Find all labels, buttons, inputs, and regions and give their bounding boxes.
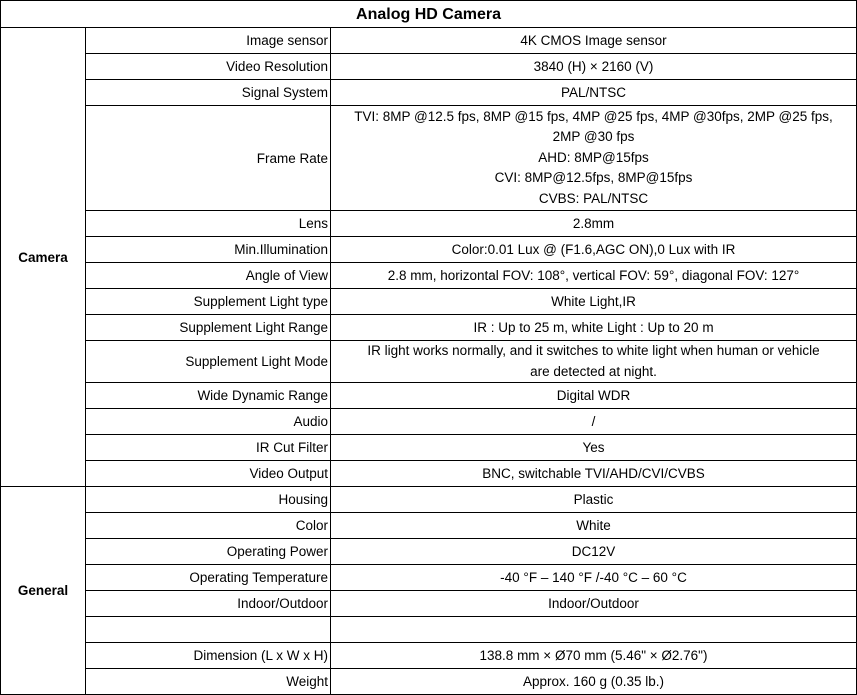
table-row bbox=[1, 289, 857, 315]
table-row bbox=[1, 565, 857, 591]
spec-value: DC12V bbox=[331, 539, 857, 565]
spec-label: Operating Power bbox=[86, 539, 331, 565]
table-row bbox=[1, 80, 857, 106]
spec-label: Angle of View bbox=[86, 263, 331, 289]
table-title: Analog HD Camera bbox=[1, 1, 857, 28]
spec-label: Supplement Light Mode bbox=[86, 341, 331, 383]
table-row bbox=[1, 263, 857, 289]
spec-label: Housing bbox=[86, 487, 331, 513]
table-row bbox=[1, 409, 857, 435]
spec-value: Approx. 160 g (0.35 lb.) bbox=[331, 669, 857, 695]
spec-label: Color bbox=[86, 513, 331, 539]
spec-label: Min.Illumination bbox=[86, 237, 331, 263]
table-row bbox=[1, 643, 857, 669]
spec-label: Image sensor bbox=[86, 28, 331, 54]
spec-label: Weight bbox=[86, 669, 331, 695]
spec-label: Supplement Light Range bbox=[86, 315, 331, 341]
spec-value: IR : Up to 25 m, white Light : Up to 20 m bbox=[331, 315, 857, 341]
spec-label: Dimension (L x W x H) bbox=[86, 643, 331, 669]
table-row-empty bbox=[1, 617, 857, 643]
group-general: General bbox=[1, 487, 86, 695]
spec-value: White Light,IR bbox=[331, 289, 857, 315]
frame-rate-line: CVBS: PAL/NTSC bbox=[538, 190, 649, 206]
spec-value: Digital WDR bbox=[331, 383, 857, 409]
table-row bbox=[1, 28, 857, 54]
table-row bbox=[1, 461, 857, 487]
spec-value: 2.8mm bbox=[331, 211, 857, 237]
table-row bbox=[1, 54, 857, 80]
spec-label: Operating Temperature bbox=[86, 565, 331, 591]
spec-label: Supplement Light type bbox=[86, 289, 331, 315]
spec-value: PAL/NTSC bbox=[331, 80, 857, 106]
frame-rate-line: AHD: 8MP@15fps bbox=[538, 149, 649, 165]
light-mode-line: are detected at night. bbox=[530, 363, 657, 379]
spec-value: 2.8 mm, horizontal FOV: 108°, vertical FOV: 59°, diagonal FOV: 127° bbox=[331, 263, 857, 289]
table-row bbox=[1, 513, 857, 539]
spec-label: Lens bbox=[86, 211, 331, 237]
table-row bbox=[1, 106, 857, 211]
spec-value: -40 °F – 140 °F /-40 °C – 60 °C bbox=[331, 565, 857, 591]
spec-value: Plastic bbox=[331, 487, 857, 513]
table-row bbox=[1, 435, 857, 461]
frame-rate-line: CVI: 8MP@12.5fps, 8MP@15fps bbox=[494, 170, 693, 186]
spec-value: 138.8 mm × Ø70 mm (5.46" × Ø2.76") bbox=[331, 643, 857, 669]
table-row bbox=[1, 539, 857, 565]
table-row bbox=[1, 237, 857, 263]
spec-label: Audio bbox=[86, 409, 331, 435]
spec-value-multiline bbox=[331, 341, 857, 383]
spec-value: Yes bbox=[331, 435, 857, 461]
title-row bbox=[1, 1, 857, 28]
spec-value: 4K CMOS Image sensor bbox=[331, 28, 857, 54]
spec-label-empty bbox=[86, 617, 331, 643]
spec-value: Indoor/Outdoor bbox=[331, 591, 857, 617]
spec-label: Video Resolution bbox=[86, 54, 331, 80]
spec-value: BNC, switchable TVI/AHD/CVI/CVBS bbox=[331, 461, 857, 487]
spec-value: 3840 (H) × 2160 (V) bbox=[331, 54, 857, 80]
light-mode-line: IR light works normally, and it switches to white light when human or vehicle bbox=[367, 343, 820, 358]
frame-rate-line: 2MP @30 fps bbox=[552, 129, 635, 145]
table-row bbox=[1, 591, 857, 617]
table-row bbox=[1, 341, 857, 383]
spec-value: White bbox=[331, 513, 857, 539]
spec-value: Color:0.01 Lux @ (F1.6,AGC ON),0 Lux with IR bbox=[331, 237, 857, 263]
table-row bbox=[1, 383, 857, 409]
spec-label: IR Cut Filter bbox=[86, 435, 331, 461]
spec-label: Signal System bbox=[86, 80, 331, 106]
spec-label: Frame Rate bbox=[86, 106, 331, 211]
spec-value-multiline bbox=[331, 106, 857, 211]
table-row bbox=[1, 669, 857, 695]
spec-label: Indoor/Outdoor bbox=[86, 591, 331, 617]
table-row bbox=[1, 211, 857, 237]
spec-label: Video Output bbox=[86, 461, 331, 487]
spec-label: Wide Dynamic Range bbox=[86, 383, 331, 409]
frame-rate-line: TVI: 8MP @12.5 fps, 8MP @15 fps, 4MP @25 fps, 4MP @30fps, 2MP @25 fps, bbox=[354, 108, 833, 124]
table-row bbox=[1, 487, 857, 513]
group-camera: Camera bbox=[1, 28, 86, 487]
spec-value: / bbox=[331, 409, 857, 435]
table-row bbox=[1, 315, 857, 341]
spec-value-empty bbox=[331, 617, 857, 643]
